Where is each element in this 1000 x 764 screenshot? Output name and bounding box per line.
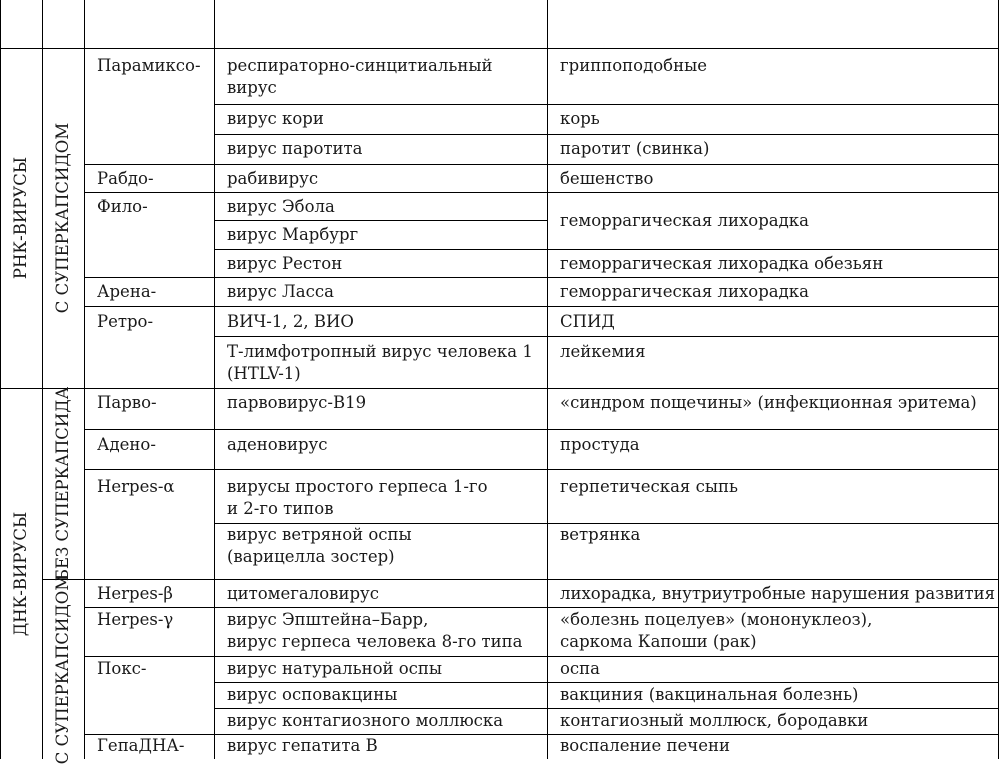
table-row-divider <box>214 134 999 135</box>
virus-cell: вирус гепатита В <box>227 736 378 755</box>
disease-cell: «синдром пощечины» (инфекционная эритема) <box>560 393 977 412</box>
virus-cell: Т-лимфотропный вирус человека 1 (HTLV-1) <box>227 342 533 383</box>
disease-cell: бешенство <box>560 169 654 188</box>
disease-cell: геморрагическая лихорадка <box>560 282 809 301</box>
family-cell: Рабдо- <box>97 169 154 188</box>
table-column-divider <box>547 0 548 759</box>
disease-cell: геморрагическая лихорадка обезьян <box>560 254 884 273</box>
table-column-divider <box>214 0 215 759</box>
disease-cell: герпетическая сыпь <box>560 477 738 496</box>
table-border-right <box>998 0 999 759</box>
virus-cell: вирус Эбола <box>227 197 335 216</box>
family-cell: Herpes-β <box>97 584 173 603</box>
table-row-divider <box>214 708 999 709</box>
virus-cell: вирус Марбург <box>227 225 359 244</box>
virus-cell: вирус паротита <box>227 139 363 158</box>
table-column-divider <box>42 0 43 759</box>
disease-cell: воспаление печени <box>560 736 730 755</box>
disease-cell: лихорадка, внутриутробные нарушения развития <box>560 584 996 603</box>
disease-cell: вакциния (вакцинальная болезнь) <box>560 685 859 704</box>
table-column-divider <box>84 0 85 759</box>
table-border-left <box>0 0 1 759</box>
virus-cell: вирус Рестон <box>227 254 343 273</box>
subgroup-label-dna-envelope: С СУПЕРКАПСИДОМ <box>53 573 72 764</box>
disease-cell: СПИД <box>560 312 615 331</box>
family-cell: Парво- <box>97 393 157 412</box>
table-row-divider <box>84 734 999 735</box>
virus-cell: респираторно-синцитиальный вирус <box>227 56 493 97</box>
table-row-divider <box>84 656 999 657</box>
group-label-rna: РНК-ВИРУСЫ <box>11 156 30 280</box>
virus-cell: вирусы простого герпеса 1-го и 2-го типов <box>227 477 488 518</box>
table-row-divider <box>84 429 999 430</box>
virus-cell: вирус ветряной оспы (варицелла зостер) <box>227 525 412 566</box>
disease-cell: корь <box>560 109 600 128</box>
virus-cell: вирус осповакцины <box>227 685 398 704</box>
table-row-divider <box>214 249 999 250</box>
virus-cell: вирус кори <box>227 109 324 128</box>
table-row-divider <box>42 579 999 580</box>
table-row-divider <box>84 607 999 608</box>
disease-cell: лейкемия <box>560 342 646 361</box>
table-row-divider <box>214 682 999 683</box>
disease-cell: паротит (свинка) <box>560 139 710 158</box>
table-row-divider <box>214 104 999 105</box>
family-cell: Покс- <box>97 659 147 678</box>
virus-cell: парвовирус-В19 <box>227 393 367 412</box>
disease-cell: простуда <box>560 435 640 454</box>
family-cell: Фило- <box>97 197 148 216</box>
disease-cell: геморрагическая лихорадка <box>560 211 809 230</box>
disease-cell: оспа <box>560 659 601 678</box>
virus-cell: вирус Ласса <box>227 282 334 301</box>
table-row-divider <box>84 164 999 165</box>
disease-cell: «болезнь поцелуев» (мононуклеоз), саркома Капоши (рак) <box>560 610 873 651</box>
table-row-divider <box>214 336 999 337</box>
subgroup-label-dna-no-envelope: БЕЗ СУПЕРКАПСИДА <box>53 386 72 582</box>
virus-cell: ВИЧ-1, 2, ВИО <box>227 312 354 331</box>
table-row-divider <box>84 277 999 278</box>
table-row-divider <box>84 306 999 307</box>
family-cell: Herpes-α <box>97 477 175 496</box>
table-row-divider <box>0 388 999 389</box>
table-row-divider <box>0 48 999 49</box>
virus-cell: вирус Эпштейна–Барр, вирус герпеса человека 8-го типа <box>227 610 523 651</box>
virus-cell: аденовирус <box>227 435 328 454</box>
family-cell: Парамиксо- <box>97 56 201 75</box>
disease-cell: ветрянка <box>560 525 641 544</box>
family-cell: Herpes-γ <box>97 610 174 629</box>
table-row-divider <box>84 192 999 193</box>
family-cell: Ретро- <box>97 312 154 331</box>
virus-cell: вирус натуральной оспы <box>227 659 443 678</box>
virus-cell: цитомегаловирус <box>227 584 379 603</box>
disease-cell: гриппоподобные <box>560 56 707 75</box>
disease-cell: контагиозный моллюск, бородавки <box>560 711 869 730</box>
table-row-divider <box>214 220 547 221</box>
family-cell: ГепаДНА- <box>97 736 185 755</box>
family-cell: Арена- <box>97 282 157 301</box>
virus-cell: вирус контагиозного моллюска <box>227 711 504 730</box>
virus-cell: рабивирус <box>227 169 319 188</box>
family-cell: Адено- <box>97 435 156 454</box>
subgroup-label-rna-envelope: С СУПЕРКАПСИДОМ <box>53 122 72 314</box>
table-row-divider <box>84 469 999 470</box>
group-label-dna: ДНК-ВИРУСЫ <box>11 511 30 637</box>
